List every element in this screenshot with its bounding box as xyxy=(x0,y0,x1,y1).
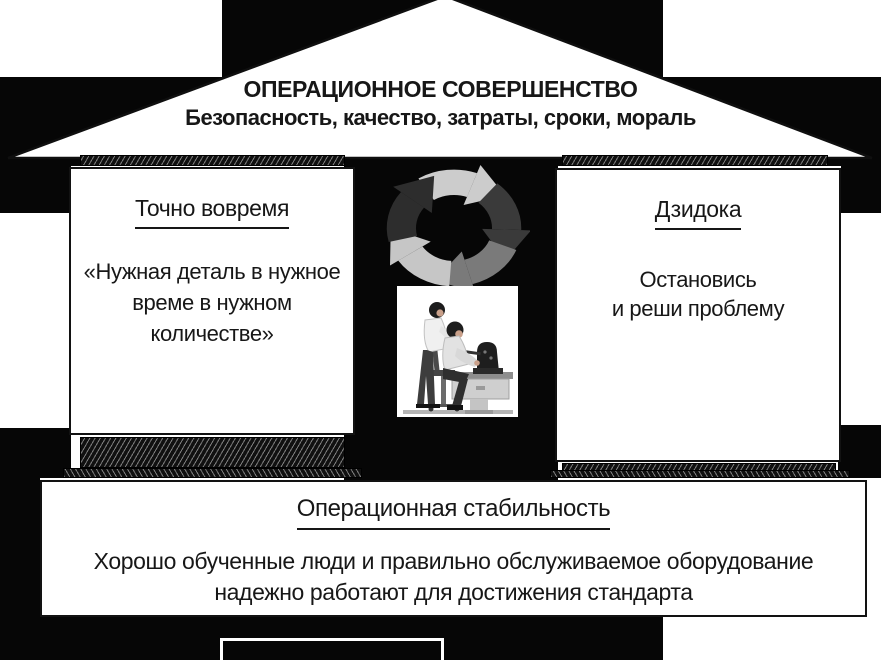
silhouette-left-wall-upper xyxy=(0,166,71,213)
foundation-text xyxy=(42,546,865,608)
roof-subtitle: Безопасность, качество, затраты, сроки, мораль xyxy=(185,105,696,130)
left-pillar-line: «Нужная деталь в нужное xyxy=(83,259,341,284)
left-pillar-capital-hatch xyxy=(80,155,345,166)
right-pillar-line: Остановись xyxy=(639,267,757,292)
foundation-line: надежно работают для достижения стандарта xyxy=(214,579,693,605)
left-pillar-plinth-hatch xyxy=(63,468,362,478)
left-pillar-base-hatch xyxy=(80,437,345,468)
right-pillar-title: Дзидока xyxy=(655,196,742,230)
roof-title: ОПЕРАЦИОННОЕ СОВЕРШЕНСТВО xyxy=(243,76,638,102)
left-pillar-title: Точно вовремя xyxy=(135,195,289,229)
foundation-title: Операционная стабильность xyxy=(297,495,611,530)
foundation-box xyxy=(40,480,867,617)
silhouette-right-wall-upper xyxy=(841,166,881,213)
right-pillar-box xyxy=(555,168,841,462)
right-pillar-capital-hatch xyxy=(562,155,828,166)
right-pillar-line: и реши проблему xyxy=(611,296,785,321)
cycle-arrows-icon xyxy=(378,162,530,294)
left-pillar-line: време в нужном xyxy=(132,290,292,315)
silhouette-left-wall-lower xyxy=(0,428,71,478)
left-pillar-box xyxy=(69,167,355,435)
right-pillar-plinth-hatch xyxy=(550,470,850,478)
foundation-inner-rectangle xyxy=(220,638,444,660)
foundation-line: Хорошо обученные люди и правильно обслуживаемое оборудование xyxy=(93,548,814,574)
left-pillar-text xyxy=(71,256,353,349)
workers-at-machine-illustration xyxy=(397,286,518,417)
left-pillar-line: количестве» xyxy=(150,321,274,346)
right-pillar-text xyxy=(557,265,839,323)
